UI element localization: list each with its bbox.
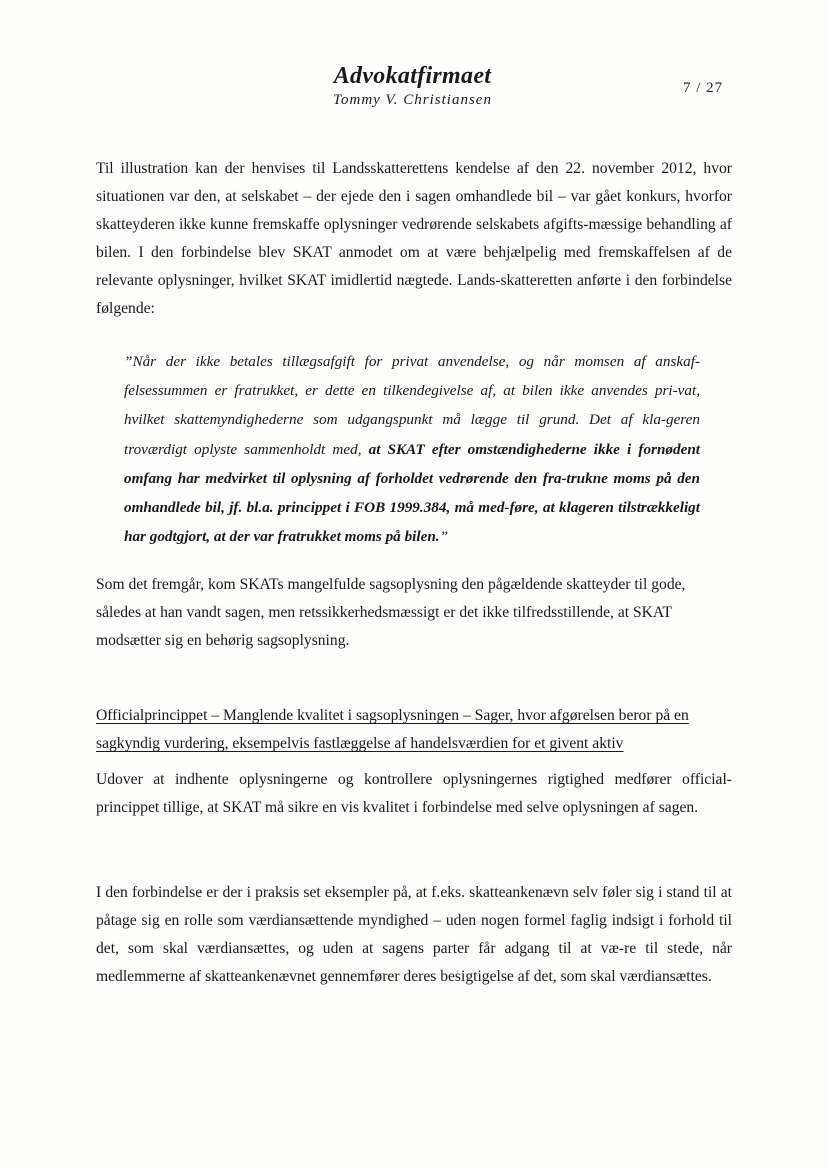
- page-number: 7 / 27: [683, 80, 724, 96]
- firm-person: Tommy V. Christiansen: [333, 92, 492, 108]
- block-quote: [124, 347, 700, 551]
- letterhead: [300, 62, 525, 110]
- paragraph-conclusion: Som det fremgår, kom SKATs mangelfulde sagsoplysning den pågældende skatteyder til gode, således at han vandt sagen, men retssikkerhedsmæssigt er det ikke tilfredsstillende, at SKAT modsætter sig en behørig sagsoplysning.: [96, 576, 686, 649]
- firm-name: Advokatfirmaet: [333, 63, 492, 89]
- paragraph-practice-examples: I den forbindelse er der i praksis set eksempler på, at f.eks. skatteankenævn selv føler sig i stand til at påtage sig en rolle som værdiansættende myndighed – uden nogen formel faglig indsigt i forhold til det, som skal værdiansættes, og uden at sagens parter får adgang til at væ-re til stede, når medlemmerne af skatteankenævnet gennemfører deres besigtigelse af det, som skal værdiansættes.: [96, 884, 732, 985]
- quote-closing-mark: ”: [439, 528, 449, 546]
- quote-bold-text: at SKAT efter omstændighederne ikke i fornødent omfang har medvirket til oplysning af forholdet vedrørende den fra-trukne moms på den omhandlede bil, jf. bl.a. princippet i FOB 1999.384, må med-føre, at klageren tilstrækkeligt har godtgjort, at der var fratrukket moms på bilen.: [124, 440, 700, 546]
- paragraph-illustration: Til illustration kan der henvises til Landsskatterettens kendelse af den 22. november 2012, hvor situationen var den, at selskabet – der ejede den i sagen omhandlede bil – var gået konkurs, hvorfor skatteyderen ikke kunne fremskaffe oplysninger vedrørende selskabets afgifts-mæssige behandling af bilen. I den forbindelse blev SKAT anmodet om at være behjælpelig med fremskaffelsen af de relevante oplysninger, hvilket SKAT imidlertid nægtede. Lands-skatteretten anførte i den forbindelse følgende:: [96, 160, 732, 317]
- section-heading: Officialprincippet – Manglende kvalitet i sagsoplysningen – Sager, hvor afgørelsen beror på en sagkyndig vurdering, eksempelvis fastlæggelse af handelsværdien for et givent aktiv: [96, 707, 689, 752]
- quote-text: ”Når der ikke betales tillægsafgift for privat anvendelse, og når momsen af anskaf-felsessummen er fratrukket, er dette en tilkendegivelse af, at bilen ikke anvendes pri-vat, hvilket skattemyndighederne som udgangspunkt må lægge til grund. Det af kla-geren troværdigt oplyste sammenholdt med,: [124, 353, 700, 458]
- paragraph-official-principle: Udover at indhente oplysningerne og kontrollere oplysningernes rigtighed medfører official-princippet tillige, at SKAT må sikre en vis kvalitet i forbindelse med selve oplysningen af sagen.: [96, 771, 732, 816]
